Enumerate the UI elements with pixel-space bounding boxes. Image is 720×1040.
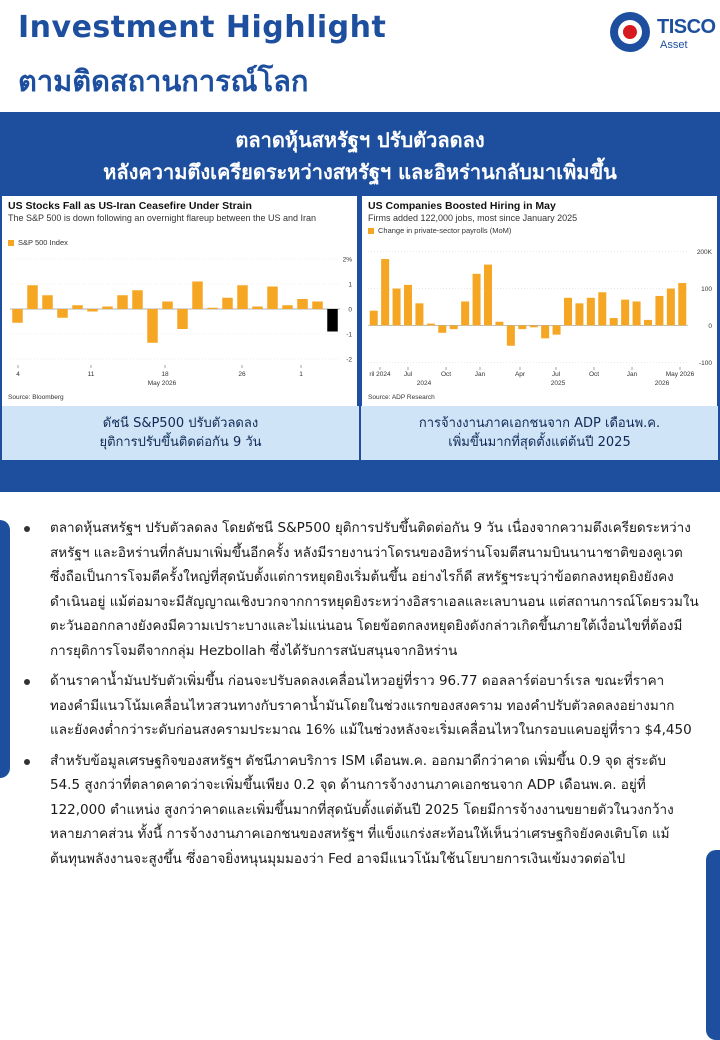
bar — [297, 299, 308, 309]
header — [0, 0, 720, 112]
bullet-icon — [24, 679, 30, 685]
y-tick-label: 1 — [348, 281, 352, 289]
bar — [415, 303, 423, 325]
bar — [575, 303, 583, 325]
bar — [177, 309, 188, 329]
bar — [667, 289, 675, 326]
x-sublabel: 2024 — [416, 380, 432, 387]
bar — [507, 325, 515, 345]
y-tick-label: -2 — [346, 356, 352, 364]
x-sublabel: May 2026 — [147, 380, 177, 387]
bar — [393, 289, 401, 326]
chart-panel-adp — [362, 196, 717, 406]
decor-left-bar — [0, 520, 10, 778]
y-tick-label: 0 — [348, 306, 352, 314]
caption-left-line1: ดัชนี S&P500 ปรับตัวลดลง — [102, 416, 259, 431]
bar — [12, 309, 23, 323]
bar — [553, 325, 561, 334]
bullet-list — [30, 516, 700, 877]
bar — [404, 285, 412, 326]
logo-sub: Asset — [660, 39, 688, 51]
y-tick-label: 2% — [342, 256, 352, 264]
y-tick-label: 200K — [696, 249, 712, 257]
caption-left — [2, 406, 359, 460]
bar — [162, 302, 173, 310]
bar — [655, 296, 663, 326]
chart-panel-sp500 — [2, 196, 357, 406]
x-tick-label: 4 — [16, 371, 20, 378]
logo-name: TISCO — [657, 16, 716, 38]
bar — [327, 309, 338, 332]
bar — [267, 287, 278, 310]
bullet-item: สำหรับข้อมูลเศรษฐกิจของสหรัฐฯ ดัชนีภาคบริการ ISM เดือนพ.ค. ออกมาดีกว่าคาด เพิ่มขึ้น 0.9 จุด สู่ระดับ 54.5 สูงกว่าที่ตลาดคาดว่าจะเพิ่มขึ้นเพียง 0.2 จุด ด้านการจ้างงานภาคเอกชนจาก ADP เดือนพ.ค. อยู่ที่ 122,000 ตำแหน่ง สูงกว่าคาดและเพิ่มขึ้นมากที่สุดนับตั้งแต่ต้นปี 2025 โดยมีการจ้างงานขยายตัวในวงกว้างหลายภาคส่วน ทั้งนี้ การจ้างงานภาคเอกชนของสหรัฐฯ ที่แข็งแกร่งสะท้อนให้เห็นว่าเศรษฐกิจยังคงเติบโต แม้ต้นทุนพลังงานจะสูงขึ้น ซึ่งอาจยิ่งหนุนมุมมองว่า Fed อาจมีแนวโน้มใช้นโยบายการเงินเข้มงวดต่อไป — [30, 749, 700, 872]
decor-right-bar — [706, 850, 720, 1040]
chart2-source: Source: ADP Research — [368, 394, 435, 401]
x-tick-label: 11 — [87, 371, 95, 378]
bar — [598, 292, 606, 325]
bar — [370, 311, 378, 326]
x-tick-label: 26 — [238, 371, 246, 378]
chart1-title: US Stocks Fall as US-Iran Ceasefire Under Strain — [8, 200, 252, 212]
x-tick-label: Jan — [626, 371, 638, 378]
bar — [633, 301, 641, 325]
x-tick-label: Apr — [514, 371, 526, 378]
y-tick-label: 100 — [701, 286, 712, 294]
bar — [282, 305, 293, 309]
bar — [381, 259, 389, 325]
bullet-item: ตลาดหุ้นสหรัฐฯ ปรับตัวลดลง โดยดัชนี S&P500 ยุติการปรับขึ้นติดต่อกัน 9 วัน เนื่องจากความตึงเครียดระหว่างสหรัฐฯ และอิหร่านที่กลับมาเพิ่มขึ้นอีกครั้ง หลังมีรายงานว่าโดรนของอิหร่านโจมตีสนามบินนานาชาติของคูเวต ซึ่งถือเป็นการโจมตีครั้งใหญ่ที่สุดนับตั้งแต่การหยุดยิงเริ่มต้นขึ้น อย่างไรก็ดี สหรัฐฯระบุว่าข้อตกลงหยุดยิงยังคงดำเนินอยู่ แม้ต่อมาจะมีสัญญาณเชิงบวกจากการหยุดยิงระหว่างอิสราเอลและเลบานอน แต่สถานการณ์โดยรวมในตะวันออกกลางยังคงมีความเปราะบางและไม่แน่นอน โดยข้อตกลงหยุดยิงดังกล่าวเกิดขึ้นภายใต้เงื่อนไขที่ต้องมีการยุติการโจมตีจากกลุ่ม Hezbollah ซึ่งได้รับการสนับสนุนจากอิหร่าน — [30, 516, 700, 663]
y-tick-label: -100 — [698, 359, 712, 367]
chart2-title: US Companies Boosted Hiring in May — [368, 200, 556, 212]
bar — [132, 290, 143, 309]
bar — [678, 283, 686, 325]
bar — [438, 325, 446, 332]
chart2-legend: Change in private-sector payrolls (MoM) — [368, 226, 511, 235]
x-tick-label: Jan — [474, 371, 486, 378]
bar — [644, 320, 652, 326]
title-en: Investment Highlight — [18, 10, 387, 45]
bar — [42, 295, 53, 309]
bar — [518, 325, 526, 329]
headline-line2: หลังความตึงเครียดระหว่างสหรัฐฯ และอิหร่านกลับมาเพิ่มขึ้น — [103, 160, 617, 184]
bullet-icon — [24, 526, 30, 532]
bar — [87, 309, 98, 312]
bar — [484, 265, 492, 326]
chart1-svg — [2, 196, 357, 406]
y-tick-label: 0 — [708, 322, 712, 330]
caption-left-line2: ยุติการปรับขึ้นติดต่อกัน 9 วัน — [99, 435, 262, 450]
y-tick-label: -1 — [346, 331, 352, 339]
bullet-icon — [24, 759, 30, 765]
chart2-svg — [362, 196, 717, 406]
bar — [427, 324, 435, 326]
x-tick-label: 18 — [161, 371, 169, 378]
bar — [57, 309, 68, 318]
bar — [117, 295, 128, 309]
x-sublabel: 2026 — [654, 380, 670, 387]
headline-line1: ตลาดหุ้นสหรัฐฯ ปรับตัวลดลง — [235, 128, 485, 152]
bar — [222, 298, 233, 309]
chart1-subtitle: The S&P 500 is down following an overnight flareup between the US and Iran — [8, 213, 317, 223]
x-tick-label: 1 — [299, 371, 303, 378]
x-tick-label: Jul — [403, 371, 413, 378]
bar — [495, 322, 503, 326]
title-th: ตามติดสถานการณ์โลก — [18, 64, 309, 98]
caption-right-line1: การจ้างงานภาคเอกชนจาก ADP เดือนพ.ค. — [418, 416, 661, 431]
x-tick-label: ril 2024 — [369, 371, 391, 378]
bar — [621, 300, 629, 326]
x-tick-label: May 2026 — [665, 371, 695, 378]
bar — [450, 325, 458, 329]
bar — [587, 298, 595, 326]
bar — [207, 308, 218, 309]
bar — [102, 307, 113, 310]
caption-right-line2: เพิ่มขึ้นมากที่สุดตั้งแต่ต้นปี 2025 — [448, 435, 631, 450]
chart1-legend: S&P 500 Index — [8, 238, 68, 247]
x-sublabel: 2025 — [550, 380, 566, 387]
bar — [312, 302, 323, 310]
bar — [541, 325, 549, 338]
bar — [610, 318, 618, 325]
x-tick-label: Oct — [588, 371, 600, 378]
bar — [27, 285, 38, 309]
bar — [530, 325, 538, 327]
x-tick-label: Oct — [440, 371, 452, 378]
bar — [147, 309, 158, 343]
bullet-item: ด้านราคาน้ำมันปรับตัวเพิ่มขึ้น ก่อนจะปรับลดลงเคลื่อนไหวอยู่ที่ราว 96.77 ดอลลาร์ต่อบาร์เรล ขณะที่ราคาทองคำมีแนวโน้มเคลื่อนไหวสวนทางกับราคาน้ำมันโดยในช่วงแรกของสงคราม ทองคำปรับตัวลดลงอย่างมาก และยังคงต่ำกว่าระดับก่อนสงครามประมาณ 16% แม้ในช่วงหลังจะเริ่มเคลื่อนไหวในกรอบแคบอยู่ที่ราว $4,450 — [30, 669, 700, 743]
x-tick-label: Jul — [551, 371, 561, 378]
bar — [237, 285, 248, 309]
bar — [473, 274, 481, 326]
chart2-subtitle: Firms added 122,000 jobs, most since January 2025 — [368, 213, 578, 223]
tisco-logo — [610, 12, 720, 60]
chart1-source: Source: Bloomberg — [8, 394, 64, 401]
bar — [564, 298, 572, 326]
caption-right — [361, 406, 718, 460]
bar — [72, 305, 83, 309]
bar — [252, 307, 263, 310]
bar — [461, 301, 469, 325]
bar — [192, 282, 203, 310]
